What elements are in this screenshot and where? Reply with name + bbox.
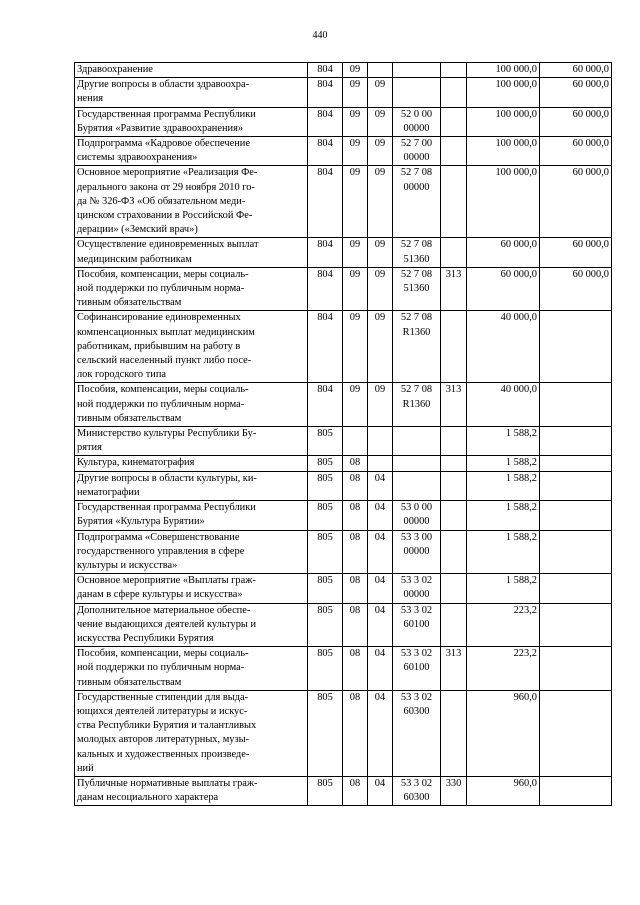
table-row — [75, 137, 612, 166]
table-row — [75, 776, 612, 805]
item-name-cell: Дополнительное материальное обеспе- чение выдающихся деятелей культуры и искусства Республики Бурятия — [75, 603, 308, 647]
amount-second-year-cell — [540, 574, 612, 603]
amount-second-year-cell: 60 000,0 — [540, 107, 612, 136]
amount-second-year-cell: 60 000,0 — [540, 166, 612, 238]
section-code-cell: 09 — [343, 166, 368, 238]
expense-type-cell — [441, 311, 467, 383]
table-row — [75, 107, 612, 136]
target-article-cell — [393, 427, 441, 456]
item-name-cell: Подпрограмма «Кадровое обеспечение системы здравоохранения» — [75, 137, 308, 166]
section-code-cell: 09 — [343, 383, 368, 427]
section-code-cell: 09 — [343, 107, 368, 136]
target-article-cell: 53 3 02 60300 — [393, 776, 441, 805]
ministry-code-cell: 805 — [308, 647, 343, 691]
item-name-cell: Государственная программа Республики Бурятия «Культура Бурятии» — [75, 501, 308, 530]
item-name-cell: Другие вопросы в области культуры, ки- нематографии — [75, 471, 308, 500]
amount-second-year-cell: 60 000,0 — [540, 267, 612, 311]
amount-first-year-cell: 1 588,2 — [467, 501, 540, 530]
subsection-code-cell: 09 — [368, 383, 393, 427]
item-name-cell: Государственные стипендии для выда- ющихся деятелей литературы и искус- ства Республики Бурятия и талантливых молодых авторов литературных, музы- кальных и художественных произведе- ний — [75, 690, 308, 776]
amount-first-year-cell: 40 000,0 — [467, 311, 540, 383]
amount-second-year-cell — [540, 690, 612, 776]
amount-second-year-cell — [540, 427, 612, 456]
expense-type-cell — [441, 530, 467, 574]
amount-second-year-cell: 60 000,0 — [540, 78, 612, 107]
expense-type-cell — [441, 63, 467, 78]
item-name-cell: Здравоохранение — [75, 63, 308, 78]
section-code-cell: 09 — [343, 137, 368, 166]
amount-second-year-cell: 60 000,0 — [540, 238, 612, 267]
budget-table — [74, 62, 612, 806]
section-code-cell: 08 — [343, 776, 368, 805]
amount-second-year-cell — [540, 501, 612, 530]
ministry-code-cell: 804 — [308, 311, 343, 383]
expense-type-cell — [441, 603, 467, 647]
target-article-cell: 53 3 02 60300 — [393, 690, 441, 776]
ministry-code-cell: 804 — [308, 107, 343, 136]
table-row — [75, 530, 612, 574]
ministry-code-cell: 805 — [308, 456, 343, 471]
subsection-code-cell: 04 — [368, 530, 393, 574]
subsection-code-cell: 09 — [368, 166, 393, 238]
budget-table-body — [75, 63, 612, 806]
expense-type-cell: 313 — [441, 267, 467, 311]
item-name-cell: Культура, кинематография — [75, 456, 308, 471]
item-name-cell: Пособия, компенсации, меры социаль- ной поддержки по публичным норма- тивным обязательствам — [75, 267, 308, 311]
section-code-cell: 08 — [343, 603, 368, 647]
subsection-code-cell: 09 — [368, 311, 393, 383]
amount-first-year-cell: 1 588,2 — [467, 574, 540, 603]
ministry-code-cell: 805 — [308, 603, 343, 647]
table-row — [75, 267, 612, 311]
item-name-cell: Публичные нормативные выплаты граж- данам несоциального характера — [75, 776, 308, 805]
ministry-code-cell: 804 — [308, 137, 343, 166]
target-article-cell — [393, 456, 441, 471]
amount-first-year-cell: 60 000,0 — [467, 238, 540, 267]
amount-second-year-cell — [540, 311, 612, 383]
ministry-code-cell: 805 — [308, 690, 343, 776]
item-name-cell: Основное мероприятие «Выплаты граж- данам в сфере культуры и искусства» — [75, 574, 308, 603]
expense-type-cell — [441, 456, 467, 471]
subsection-code-cell: 09 — [368, 238, 393, 267]
section-code-cell: 08 — [343, 647, 368, 691]
target-article-cell: 52 7 00 00000 — [393, 137, 441, 166]
item-name-cell: Другие вопросы в области здравоохра- нения — [75, 78, 308, 107]
target-article-cell: 52 7 08 51360 — [393, 238, 441, 267]
target-article-cell — [393, 471, 441, 500]
amount-first-year-cell: 960,0 — [467, 776, 540, 805]
table-row — [75, 63, 612, 78]
item-name-cell: Министерство культуры Республики Бу- рятия — [75, 427, 308, 456]
target-article-cell — [393, 78, 441, 107]
section-code-cell: 09 — [343, 311, 368, 383]
target-article-cell: 52 7 08 00000 — [393, 166, 441, 238]
expense-type-cell — [441, 166, 467, 238]
table-row — [75, 647, 612, 691]
subsection-code-cell: 04 — [368, 647, 393, 691]
subsection-code-cell: 09 — [368, 267, 393, 311]
page-number: 440 — [312, 30, 328, 41]
ministry-code-cell: 805 — [308, 471, 343, 500]
amount-second-year-cell — [540, 603, 612, 647]
table-row — [75, 238, 612, 267]
amount-first-year-cell: 100 000,0 — [467, 107, 540, 136]
subsection-code-cell — [368, 456, 393, 471]
amount-first-year-cell: 100 000,0 — [467, 137, 540, 166]
item-name-cell: Осуществление единовременных выплат медицинским работникам — [75, 238, 308, 267]
expense-type-cell: 330 — [441, 776, 467, 805]
item-name-cell: Государственная программа Республики Бурятия «Развитие здравоохранения» — [75, 107, 308, 136]
ministry-code-cell: 805 — [308, 530, 343, 574]
table-row — [75, 78, 612, 107]
amount-first-year-cell: 1 588,2 — [467, 456, 540, 471]
ministry-code-cell: 804 — [308, 238, 343, 267]
expense-type-cell — [441, 501, 467, 530]
ministry-code-cell: 804 — [308, 166, 343, 238]
section-code-cell: 09 — [343, 238, 368, 267]
subsection-code-cell: 09 — [368, 107, 393, 136]
expense-type-cell — [441, 690, 467, 776]
section-code-cell: 08 — [343, 530, 368, 574]
ministry-code-cell: 805 — [308, 574, 343, 603]
target-article-cell — [393, 63, 441, 78]
amount-first-year-cell: 1 588,2 — [467, 471, 540, 500]
target-article-cell: 52 7 08 R1360 — [393, 383, 441, 427]
amount-second-year-cell — [540, 776, 612, 805]
table-row — [75, 166, 612, 238]
item-name-cell: Софинансирование единовременных компенсационных выплат медицинским работникам, прибывшим на работу в сельский населенный пункт либо посе- лок городского типа — [75, 311, 308, 383]
amount-first-year-cell: 100 000,0 — [467, 78, 540, 107]
ministry-code-cell: 804 — [308, 63, 343, 78]
expense-type-cell — [441, 107, 467, 136]
ministry-code-cell: 804 — [308, 78, 343, 107]
table-row — [75, 690, 612, 776]
subsection-code-cell: 04 — [368, 501, 393, 530]
target-article-cell: 53 3 00 00000 — [393, 530, 441, 574]
expense-type-cell — [441, 427, 467, 456]
amount-first-year-cell: 40 000,0 — [467, 383, 540, 427]
target-article-cell: 52 7 08 R1360 — [393, 311, 441, 383]
target-article-cell: 53 0 00 00000 — [393, 501, 441, 530]
amount-second-year-cell — [540, 471, 612, 500]
section-code-cell: 09 — [343, 267, 368, 311]
item-name-cell: Подпрограмма «Совершенствование государственного управления в сфере культуры и искусства» — [75, 530, 308, 574]
ministry-code-cell: 804 — [308, 383, 343, 427]
table-row — [75, 574, 612, 603]
amount-second-year-cell: 60 000,0 — [540, 63, 612, 78]
item-name-cell: Пособия, компенсации, меры социаль- ной поддержки по публичным норма- тивным обязательствам — [75, 647, 308, 691]
amount-first-year-cell: 60 000,0 — [467, 267, 540, 311]
subsection-code-cell: 04 — [368, 776, 393, 805]
section-code-cell: 08 — [343, 471, 368, 500]
table-row — [75, 501, 612, 530]
table-row — [75, 383, 612, 427]
target-article-cell: 52 0 00 00000 — [393, 107, 441, 136]
subsection-code-cell — [368, 63, 393, 78]
amount-first-year-cell: 100 000,0 — [467, 63, 540, 78]
section-code-cell: 09 — [343, 78, 368, 107]
amount-first-year-cell: 1 588,2 — [467, 427, 540, 456]
amount-first-year-cell: 1 588,2 — [467, 530, 540, 574]
target-article-cell: 52 7 08 51360 — [393, 267, 441, 311]
section-code-cell — [343, 427, 368, 456]
expense-type-cell — [441, 137, 467, 166]
amount-second-year-cell: 60 000,0 — [540, 137, 612, 166]
subsection-code-cell: 09 — [368, 78, 393, 107]
expense-type-cell — [441, 471, 467, 500]
subsection-code-cell: 04 — [368, 471, 393, 500]
section-code-cell: 09 — [343, 63, 368, 78]
section-code-cell: 08 — [343, 690, 368, 776]
expense-type-cell: 313 — [441, 647, 467, 691]
table-row — [75, 603, 612, 647]
amount-first-year-cell: 223,2 — [467, 647, 540, 691]
target-article-cell: 53 3 02 00000 — [393, 574, 441, 603]
ministry-code-cell: 805 — [308, 501, 343, 530]
target-article-cell: 53 3 02 60100 — [393, 603, 441, 647]
amount-second-year-cell — [540, 456, 612, 471]
subsection-code-cell: 04 — [368, 603, 393, 647]
amount-second-year-cell — [540, 530, 612, 574]
expense-type-cell — [441, 78, 467, 107]
subsection-code-cell: 04 — [368, 574, 393, 603]
table-row — [75, 311, 612, 383]
table-row — [75, 456, 612, 471]
ministry-code-cell: 804 — [308, 267, 343, 311]
amount-first-year-cell: 100 000,0 — [467, 166, 540, 238]
expense-type-cell: 313 — [441, 383, 467, 427]
amount-second-year-cell — [540, 647, 612, 691]
amount-second-year-cell — [540, 383, 612, 427]
target-article-cell: 53 3 02 60100 — [393, 647, 441, 691]
ministry-code-cell: 805 — [308, 776, 343, 805]
item-name-cell: Пособия, компенсации, меры социаль- ной поддержки по публичным норма- тивным обязательствам — [75, 383, 308, 427]
subsection-code-cell: 04 — [368, 690, 393, 776]
table-row — [75, 427, 612, 456]
item-name-cell: Основное мероприятие «Реализация Фе- дерального закона от 29 ноября 2010 го- да № 326-ФЗ «Об обязательном меди- цинском страховании в Российской Фе- дерации» («Земский врач») — [75, 166, 308, 238]
section-code-cell: 08 — [343, 501, 368, 530]
section-code-cell: 08 — [343, 456, 368, 471]
subsection-code-cell: 09 — [368, 137, 393, 166]
amount-first-year-cell: 960,0 — [467, 690, 540, 776]
subsection-code-cell — [368, 427, 393, 456]
ministry-code-cell: 805 — [308, 427, 343, 456]
expense-type-cell — [441, 574, 467, 603]
expense-type-cell — [441, 238, 467, 267]
section-code-cell: 08 — [343, 574, 368, 603]
table-row — [75, 471, 612, 500]
amount-first-year-cell: 223,2 — [467, 603, 540, 647]
